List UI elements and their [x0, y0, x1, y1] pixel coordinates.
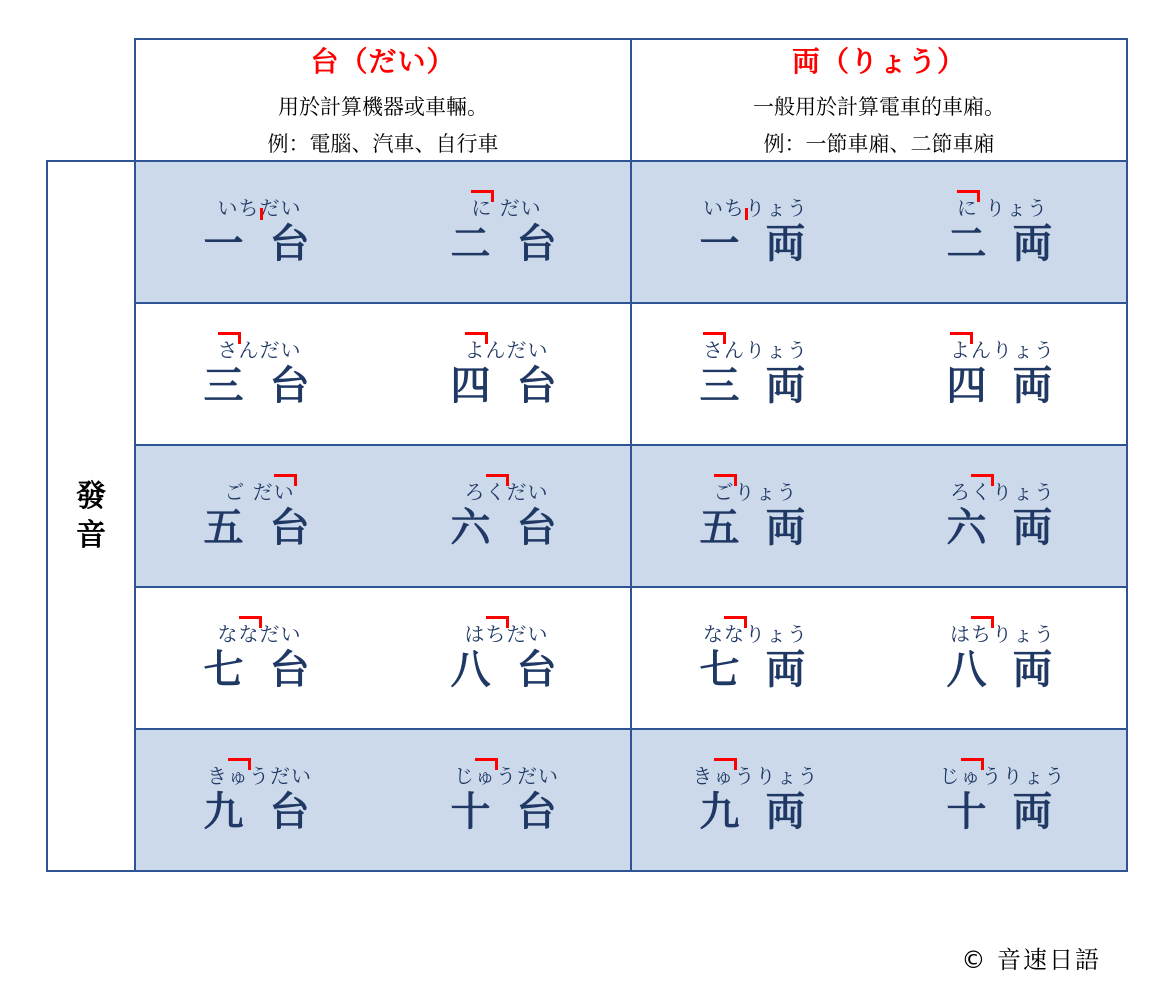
term-item	[908, 339, 1098, 409]
term-word: 六 両	[946, 505, 1059, 552]
reading-post: うりょう	[981, 764, 1066, 789]
term-item	[908, 765, 1098, 835]
reading-pre: は	[464, 622, 486, 647]
reading-post: んりょう	[724, 338, 808, 363]
term-word: 九 両	[699, 789, 812, 836]
reading-post: りょう	[977, 196, 1049, 221]
term-reading	[940, 765, 1066, 787]
reading-pre: ご だ	[224, 480, 274, 505]
counter-example-dai: 例：電腦、汽車、自行車	[267, 131, 499, 156]
term-item	[661, 481, 851, 551]
term-item	[661, 339, 851, 409]
term-reading	[950, 623, 1055, 645]
term-item	[412, 623, 602, 693]
term-reading	[714, 481, 798, 503]
term-item	[165, 765, 355, 835]
counter-description-dai: 用於計算機器或車輛。	[278, 95, 488, 120]
term-item	[661, 623, 851, 693]
reading-accent: く	[485, 480, 507, 505]
term-reading	[703, 197, 808, 219]
term-item	[908, 197, 1098, 267]
reading-post: だい	[506, 622, 549, 647]
term-word: 三 台	[203, 363, 316, 410]
cell-ryou-row4	[631, 587, 1127, 729]
reading-accent: ち	[485, 622, 507, 647]
term-item	[412, 339, 602, 409]
counter-title-dai: 台（だい）	[310, 45, 456, 78]
reading-accent: さ	[217, 338, 239, 363]
reading-accent: に	[956, 196, 978, 221]
copyright-credit: © 音速日語	[961, 946, 1101, 974]
reading-pre: な	[217, 622, 239, 647]
term-reading	[703, 623, 808, 645]
term-word: 九 台	[203, 789, 316, 836]
reading-pre: は	[950, 622, 971, 647]
header-cell-ryou	[631, 39, 1127, 161]
table-row	[47, 161, 1127, 303]
table-row	[47, 729, 1127, 871]
reading-post: だい	[259, 196, 302, 221]
term-word: 二 両	[946, 221, 1059, 268]
term-word: 三 両	[699, 363, 812, 410]
reading-pre: じ	[454, 764, 475, 789]
term-reading	[454, 765, 559, 787]
term-reading	[950, 481, 1055, 503]
reading-accent: く	[971, 480, 992, 505]
term-item	[412, 765, 602, 835]
cell-dai-row3	[135, 445, 631, 587]
reading-pre: じ	[939, 764, 961, 789]
term-word: 四 両	[946, 363, 1059, 410]
table-row	[47, 303, 1127, 445]
cell-dai-row4	[135, 587, 631, 729]
cell-dai-row1	[135, 161, 631, 303]
reading-post: うだい	[496, 764, 559, 789]
term-reading	[207, 765, 312, 787]
reading-post: んりょう	[971, 338, 1055, 363]
term-word: 八 両	[946, 647, 1059, 694]
term-item	[412, 481, 602, 551]
reading-post: んだい	[238, 338, 302, 363]
table-body	[47, 39, 1127, 871]
reading-post: だい	[506, 480, 549, 505]
reading-post: うりょう	[734, 764, 819, 789]
reading-pre: き	[692, 764, 714, 789]
row-label-pronunciation	[47, 161, 135, 871]
term-word: 八 台	[450, 647, 563, 694]
term-item	[908, 481, 1098, 551]
cell-dai-row2	[135, 303, 631, 445]
reading-accent: な	[238, 622, 260, 647]
reading-post: んだい	[485, 338, 549, 363]
term-reading	[957, 197, 1048, 219]
term-word: 六 台	[450, 505, 563, 552]
row-label-line2: 音	[76, 518, 106, 554]
header-cell-dai	[135, 39, 631, 161]
reading-pre: ろ	[464, 480, 486, 505]
term-item	[412, 197, 602, 267]
reading-accent: ご	[713, 480, 735, 505]
table-header-row	[47, 39, 1127, 161]
term-word: 七 両	[699, 647, 812, 694]
reading-post: りょう	[745, 622, 808, 647]
reading-pre: いち	[703, 196, 745, 221]
cell-ryou-row5	[631, 729, 1127, 871]
reading-accent: よ	[950, 338, 971, 363]
counter-example-ryou: 例：一節車廂、二節車廂	[763, 131, 995, 156]
term-reading	[218, 339, 302, 361]
reading-pre: ろ	[950, 480, 971, 505]
term-item	[908, 623, 1098, 693]
term-item	[165, 623, 355, 693]
term-word: 二 台	[450, 221, 563, 268]
table-row	[47, 445, 1127, 587]
cell-ryou-row1	[631, 161, 1127, 303]
reading-post: りょう	[992, 480, 1055, 505]
term-word: 一 両	[699, 221, 812, 268]
term-reading	[703, 339, 808, 361]
cell-ryou-row3	[631, 445, 1127, 587]
term-reading	[471, 197, 541, 219]
term-word: 五 台	[203, 505, 316, 552]
table-row	[47, 587, 1127, 729]
counter-title-ryou: 両（りょう）	[791, 45, 966, 78]
reading-pre: な	[703, 622, 724, 647]
reading-accent: ゅ	[960, 764, 982, 789]
counter-table	[46, 38, 1128, 872]
reading-accent: ゅ	[713, 764, 735, 789]
reading-post: うだい	[249, 764, 312, 789]
term-item	[661, 197, 851, 267]
reading-post: だい	[492, 196, 542, 221]
term-item	[165, 481, 355, 551]
term-reading	[224, 481, 294, 503]
term-reading	[218, 197, 302, 219]
cell-ryou-row2	[631, 303, 1127, 445]
term-word: 七 台	[203, 647, 316, 694]
term-reading	[465, 481, 549, 503]
term-reading	[465, 339, 549, 361]
term-item	[165, 197, 355, 267]
reading-pre: いち	[217, 196, 260, 221]
term-word: 一 台	[203, 221, 316, 268]
reading-accent: ゅ	[475, 764, 496, 789]
term-word: 十 両	[946, 789, 1059, 836]
reading-pre: き	[207, 764, 228, 789]
term-item	[661, 765, 851, 835]
term-word: 五 両	[699, 505, 812, 552]
reading-accent: な	[724, 622, 745, 647]
reading-post: りょう	[745, 196, 808, 221]
corner-cell	[47, 39, 135, 161]
reading-post: だい	[259, 622, 302, 647]
reading-accent: よ	[464, 338, 486, 363]
reading-accent: ち	[971, 622, 992, 647]
reading-accent: さ	[703, 338, 724, 363]
row-label-line1: 發	[76, 479, 106, 515]
term-reading	[465, 623, 549, 645]
term-item	[165, 339, 355, 409]
term-word: 十 台	[450, 789, 563, 836]
reading-accent: い	[273, 480, 295, 505]
term-reading	[950, 339, 1055, 361]
reading-post: りょう	[992, 622, 1055, 647]
term-word: 四 台	[450, 363, 563, 410]
reading-accent: ゅ	[228, 764, 249, 789]
cell-dai-row5	[135, 729, 631, 871]
term-reading	[693, 765, 819, 787]
counter-description-ryou: 一般用於計算電車的車廂。	[753, 95, 1005, 120]
reading-accent: に	[471, 196, 493, 221]
term-reading	[218, 623, 302, 645]
reading-post: りょう	[734, 480, 798, 505]
